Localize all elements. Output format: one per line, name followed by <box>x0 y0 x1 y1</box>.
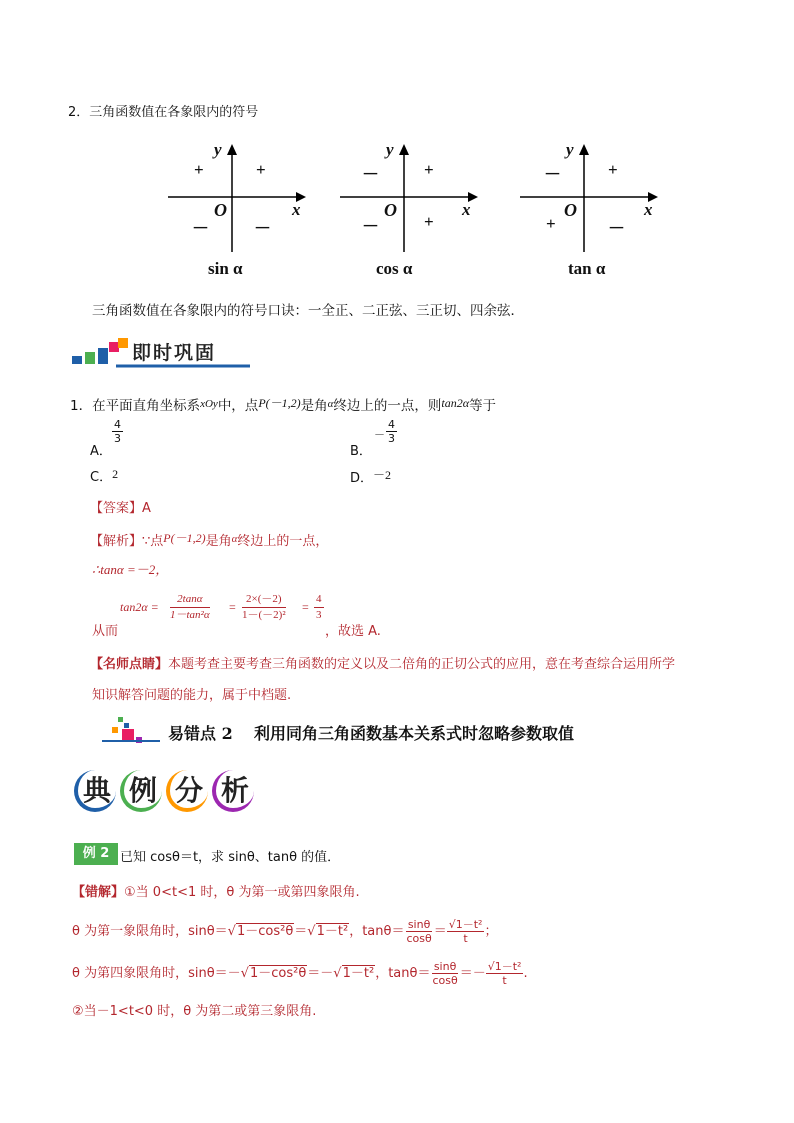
analysis-text: 终边上的一点， <box>237 534 329 549</box>
x-axis-label: x <box>462 200 471 219</box>
mnemonic-text: 三角函数值在各象限内的符号口诀：一全正、二正弦、三正切、四余弦． <box>92 303 524 319</box>
fraction-denominator: cosθ <box>406 932 432 945</box>
wrong-text: ，tanθ＝ <box>375 966 431 981</box>
wrong-text: ，tanθ＝ <box>349 924 405 939</box>
q2-sign: + <box>194 160 204 179</box>
option-label: C． <box>90 470 113 485</box>
equals-sign: = <box>229 600 236 614</box>
analysis-line-1 <box>90 529 328 549</box>
analysis-text: ∵点 <box>142 534 164 549</box>
banner-char: 分 <box>166 770 208 812</box>
banner-char: 典 <box>74 770 116 812</box>
sqrt-expression: 1－t² <box>342 966 375 981</box>
wrong-solution-line-2: θ 为第一象限角时，sinθ＝√1－cos²θ＝√1－t²，tanθ＝ $\frac{\sin\theta}{\cos\theta}$ ＝ $\frac{\text{√1－t²}}{t}$ ； <box>72 918 498 945</box>
fraction-numerator: √1－t² <box>448 918 483 931</box>
option-b <box>350 440 372 459</box>
comment-text: 本题考查主要考查三角函数的定义以及二倍角的正切公式的应用，意在考查综合运用所学 <box>168 657 676 672</box>
fraction <box>404 918 433 945</box>
q1-suffix: 等于 <box>469 398 497 414</box>
wrong-solution-line-4: ②当－1<t<0 时，θ 为第二或第三象限角. <box>72 1004 317 1019</box>
q3-sign: + <box>546 214 556 233</box>
fraction-denominator: t <box>463 932 468 945</box>
analysis-text: 是角 <box>205 534 232 549</box>
y-axis-label: y <box>566 140 574 159</box>
option-label: A． <box>90 444 112 459</box>
fraction-denominator: t <box>502 974 507 987</box>
teacher-comment <box>90 653 675 672</box>
origin-label: O <box>564 200 577 220</box>
banner-title: 即时巩固 <box>132 342 217 364</box>
wrong-text: θ 为第四象限角时，sinθ＝－ <box>72 966 241 981</box>
option-a-fraction <box>112 418 123 445</box>
analysis-label: 【解析】 <box>90 534 143 549</box>
wrong-text: ＝－ <box>459 966 486 981</box>
fraction-numerator: 2tanα <box>170 592 210 608</box>
sqrt-expression: 1－t² <box>316 924 349 939</box>
example-badge: 例 2 <box>74 843 118 865</box>
q1-sign: + <box>608 160 618 179</box>
analysis-alpha: α <box>231 533 238 545</box>
q1-coord: xOy <box>200 398 218 410</box>
function-label: cos α <box>376 259 413 278</box>
formula-fraction-2 <box>242 592 286 623</box>
option-label: D． <box>350 471 374 486</box>
option-value: 2 <box>112 467 119 481</box>
origin-label: O <box>214 200 227 220</box>
question-1 <box>70 394 496 414</box>
x-axis-label: x <box>292 200 301 219</box>
wrong-label: 【错解】 <box>72 885 125 900</box>
fraction-numerator: 2×(－2) <box>242 592 286 608</box>
q3-sign: － <box>192 219 209 238</box>
wrong-text: θ 为第一象限角时，sinθ＝ <box>72 924 228 939</box>
q1-sign: + <box>256 160 266 179</box>
q2-sign: － <box>362 165 379 184</box>
q2-sign: － <box>544 165 561 184</box>
error-point-heading <box>102 715 642 749</box>
banner-char: 例 <box>120 770 162 812</box>
banner-char: 析 <box>212 770 254 812</box>
sqrt-expression: 1－cos²θ <box>236 924 294 939</box>
q1-expr: tan2α <box>441 396 470 410</box>
wrong-solution-line-3: θ 为第四象限角时，sinθ＝－√1－cos²θ＝－√1－t²，tanθ＝ $\frac{\sin\theta}{\cos\theta}$ ＝－ $\frac{\text{√1－t²}}{t}$ . <box>72 960 528 987</box>
q4-sign: － <box>608 219 625 238</box>
fraction <box>486 960 524 987</box>
formula-lhs: tan2α = <box>120 600 159 614</box>
fraction <box>447 918 485 945</box>
origin-label: O <box>384 200 397 220</box>
y-axis-label: y <box>214 140 222 159</box>
function-label: tan α <box>568 259 606 278</box>
fraction-numerator: 4 <box>388 418 395 431</box>
option-b-sign: － <box>374 428 385 441</box>
wrong-text: ； <box>484 924 498 939</box>
q1-mid2: 是角 <box>300 398 328 414</box>
wrong-text: ＝－ <box>307 966 334 981</box>
error-point-title: 利用同角三角函数基本关系式时忽略参数取值 <box>254 724 575 743</box>
equals-sign: = <box>302 600 309 614</box>
q1-mid3: 终边上的一点，则 <box>333 398 442 414</box>
y-axis-label: y <box>386 140 394 159</box>
example-analysis-banner <box>72 768 252 812</box>
fraction-numerator: sinθ <box>407 918 431 931</box>
fraction-denominator: 1－tan²α <box>170 609 210 621</box>
fraction-numerator: √1－t² <box>487 960 522 973</box>
wrong-text: . <box>523 966 528 981</box>
heading-decor <box>102 715 162 749</box>
fraction-denominator: 3 <box>114 432 121 445</box>
sqrt-expression: 1－cos²θ <box>249 966 307 981</box>
answer-value: A <box>142 501 151 516</box>
fraction-numerator: 4 <box>114 418 121 431</box>
q1-point: P(－1,2) <box>258 396 301 410</box>
analysis-line-2: ∴tanα =－2， <box>92 562 169 577</box>
example-text: 已知 cosθ＝t，求 sinθ、tanθ 的值． <box>120 850 341 865</box>
wrong-solution-line-1 <box>72 881 360 900</box>
q1-mid1: 中，点 <box>217 398 259 414</box>
analysis-point: P(－1,2) <box>163 531 206 545</box>
fraction-numerator: 4 <box>314 592 324 608</box>
function-label: sin α <box>208 259 243 278</box>
formula-fraction-3 <box>314 592 324 623</box>
option-value: －2 <box>373 468 392 482</box>
x-axis-label: x <box>644 200 653 219</box>
cos-diagram <box>332 140 482 280</box>
option-label: B． <box>350 444 372 459</box>
option-d <box>350 466 391 486</box>
fraction-denominator: 1－(－2)² <box>242 609 286 621</box>
fraction-denominator: cosθ <box>432 974 458 987</box>
fraction-denominator: 3 <box>388 432 395 445</box>
wrong-text: ＝ <box>294 924 308 939</box>
sin-diagram <box>160 140 310 280</box>
comment-label: 【名师点睛】 <box>90 657 169 672</box>
q1-prefix: 1．在平面直角坐标系 <box>70 398 201 414</box>
fraction <box>430 960 459 987</box>
section-title: 2．三角函数值在各象限内的符号 <box>68 105 259 120</box>
option-b-fraction <box>386 418 397 445</box>
q1-alpha: α <box>327 398 334 410</box>
tan-diagram <box>512 140 662 280</box>
error-point-label: 易错点 2 <box>168 724 233 743</box>
q4-sign: + <box>424 212 434 231</box>
wrong-text: ＝ <box>433 924 447 939</box>
comment-text-2: 知识解答问题的能力，属于中档题. <box>92 688 292 703</box>
q1-sign: + <box>424 160 434 179</box>
option-a <box>90 440 112 459</box>
practice-banner <box>72 336 252 368</box>
fraction-denominator: 3 <box>316 609 322 621</box>
answer <box>90 497 151 516</box>
fraction-numerator: sinθ <box>433 960 457 973</box>
answer-label: 【答案】 <box>90 501 143 516</box>
wrong-text: ①当 0<t<1 时，θ 为第一或第四象限角. <box>124 885 360 900</box>
analysis-line-3-suffix: ，故选 A. <box>325 624 381 639</box>
q4-sign: － <box>254 219 271 238</box>
q3-sign: － <box>362 217 379 236</box>
formula-fraction-1 <box>170 592 210 623</box>
analysis-line-3-prefix: 从而 <box>92 624 119 639</box>
option-c <box>90 466 118 485</box>
